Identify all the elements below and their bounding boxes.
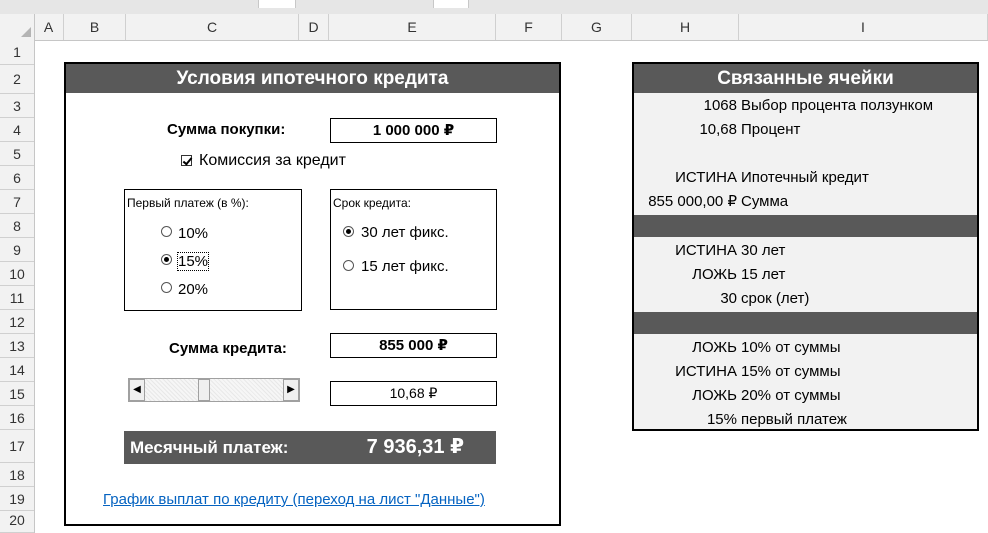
down-payment-radio-15[interactable] bbox=[161, 254, 172, 265]
term-radio-15[interactable] bbox=[343, 260, 354, 271]
column-header-d[interactable]: D bbox=[299, 14, 329, 40]
linked-row[interactable]: ИСТИНА 15% от суммы bbox=[675, 363, 841, 380]
schedule-link[interactable]: График выплат по кредиту (переход на лист "Данные") bbox=[103, 491, 485, 508]
linked-row[interactable]: 10,68 Процент bbox=[699, 121, 801, 138]
down-payment-radio-10[interactable] bbox=[161, 226, 172, 237]
linked-row[interactable]: 15% первый платеж bbox=[706, 411, 847, 428]
row-header-10[interactable]: 10 bbox=[0, 262, 34, 286]
fee-checkbox[interactable] bbox=[181, 155, 192, 166]
select-all-corner[interactable] bbox=[0, 14, 35, 40]
loan-label: Сумма кредита: bbox=[169, 340, 287, 357]
row-header-5[interactable]: 5 bbox=[0, 142, 34, 166]
monthly-payment-label: Месячный платеж: bbox=[130, 438, 289, 457]
row-header-9[interactable]: 9 bbox=[0, 238, 34, 262]
term-radio-30[interactable] bbox=[343, 226, 354, 237]
row-header-1[interactable]: 1 bbox=[0, 40, 34, 65]
linked-row[interactable]: ИСТИНА Ипотечный кредит bbox=[675, 169, 869, 186]
linked-separator bbox=[634, 312, 977, 334]
ribbon-strip bbox=[0, 0, 988, 14]
mortgage-panel-title: Условия ипотечного кредита bbox=[66, 64, 559, 93]
linked-separator bbox=[634, 215, 977, 237]
purchase-value[interactable]: 1 000 000 ₽ bbox=[330, 118, 497, 143]
row-header-6[interactable]: 6 bbox=[0, 166, 34, 190]
loan-value[interactable]: 855 000 ₽ bbox=[330, 333, 497, 358]
down-payment-group bbox=[124, 189, 302, 311]
linked-cells-panel bbox=[632, 62, 979, 431]
linked-row[interactable]: 855 000,00 ₽ Сумма bbox=[648, 193, 789, 210]
column-header-i[interactable]: I bbox=[739, 14, 988, 40]
row-header-17[interactable]: 17 bbox=[0, 430, 34, 463]
rate-slider-left-button[interactable]: ◀ bbox=[129, 379, 145, 401]
term-option-30[interactable]: 30 лет фикс. bbox=[361, 224, 449, 241]
purchase-label: Сумма покупки: bbox=[167, 121, 286, 138]
down-payment-radio-20[interactable] bbox=[161, 282, 172, 293]
linked-row[interactable]: ИСТИНА 30 лет bbox=[675, 242, 786, 259]
row-header-4[interactable]: 4 bbox=[0, 118, 34, 142]
column-header-g[interactable]: G bbox=[562, 14, 632, 40]
linked-row[interactable]: 30 срок (лет) bbox=[720, 290, 810, 307]
column-header-a[interactable]: A bbox=[34, 14, 64, 40]
row-header-12[interactable]: 12 bbox=[0, 310, 34, 334]
down-payment-option-20[interactable]: 20% bbox=[178, 281, 209, 298]
down-payment-option-10[interactable]: 10% bbox=[178, 225, 209, 242]
column-header-e[interactable]: E bbox=[329, 14, 496, 40]
row-header-13[interactable]: 13 bbox=[0, 334, 34, 358]
column-header-f[interactable]: F bbox=[496, 14, 562, 40]
row-header-11[interactable]: 11 bbox=[0, 286, 34, 310]
row-header-19[interactable]: 19 bbox=[0, 487, 34, 511]
fee-checkbox-label[interactable]: Комиссия за кредит bbox=[199, 152, 346, 169]
row-header-15[interactable]: 15 bbox=[0, 382, 34, 406]
term-group bbox=[330, 189, 497, 310]
rate-slider-thumb[interactable] bbox=[198, 379, 210, 401]
linked-row[interactable]: ЛОЖЬ 20% от суммы bbox=[692, 387, 841, 404]
down-payment-group-label: Первый платеж (в %): bbox=[127, 196, 249, 210]
sheet-tab-right[interactable] bbox=[433, 0, 469, 8]
row-header-8[interactable]: 8 bbox=[0, 214, 34, 238]
row-header-14[interactable]: 14 bbox=[0, 358, 34, 382]
mortgage-panel bbox=[64, 62, 561, 526]
row-header-3[interactable]: 3 bbox=[0, 94, 34, 118]
row-header-18[interactable]: 18 bbox=[0, 463, 34, 487]
monthly-payment-bar bbox=[124, 431, 496, 464]
monthly-payment-value: 7 936,31 ₽ bbox=[366, 436, 464, 458]
column-header-c[interactable]: C bbox=[126, 14, 299, 40]
linked-row[interactable]: ЛОЖЬ 10% от суммы bbox=[692, 339, 841, 356]
row-header-20[interactable]: 20 bbox=[0, 511, 34, 533]
rate-slider[interactable] bbox=[128, 378, 300, 402]
down-payment-option-15[interactable]: 15% bbox=[178, 253, 209, 270]
term-group-label: Срок кредита: bbox=[333, 196, 412, 210]
rate-slider-right-button[interactable]: ▶ bbox=[283, 379, 299, 401]
column-header-h[interactable]: H bbox=[632, 14, 739, 40]
linked-row[interactable] bbox=[634, 142, 977, 166]
row-header-7[interactable]: 7 bbox=[0, 190, 34, 214]
linked-cells-title: Связанные ячейки bbox=[634, 64, 977, 93]
linked-row[interactable]: 1068 Выбор процента ползунком bbox=[703, 97, 934, 114]
linked-row[interactable]: ЛОЖЬ 15 лет bbox=[692, 266, 786, 283]
column-header-bar bbox=[0, 14, 988, 41]
row-header-bar bbox=[0, 40, 35, 533]
term-option-15[interactable]: 15 лет фикс. bbox=[361, 258, 449, 275]
row-header-16[interactable]: 16 bbox=[0, 406, 34, 430]
row-header-2[interactable]: 2 bbox=[0, 65, 34, 94]
sheet-tab-left[interactable] bbox=[258, 0, 296, 8]
column-header-b[interactable]: B bbox=[64, 14, 126, 40]
rate-value[interactable]: 10,68 ₽ bbox=[330, 381, 497, 406]
